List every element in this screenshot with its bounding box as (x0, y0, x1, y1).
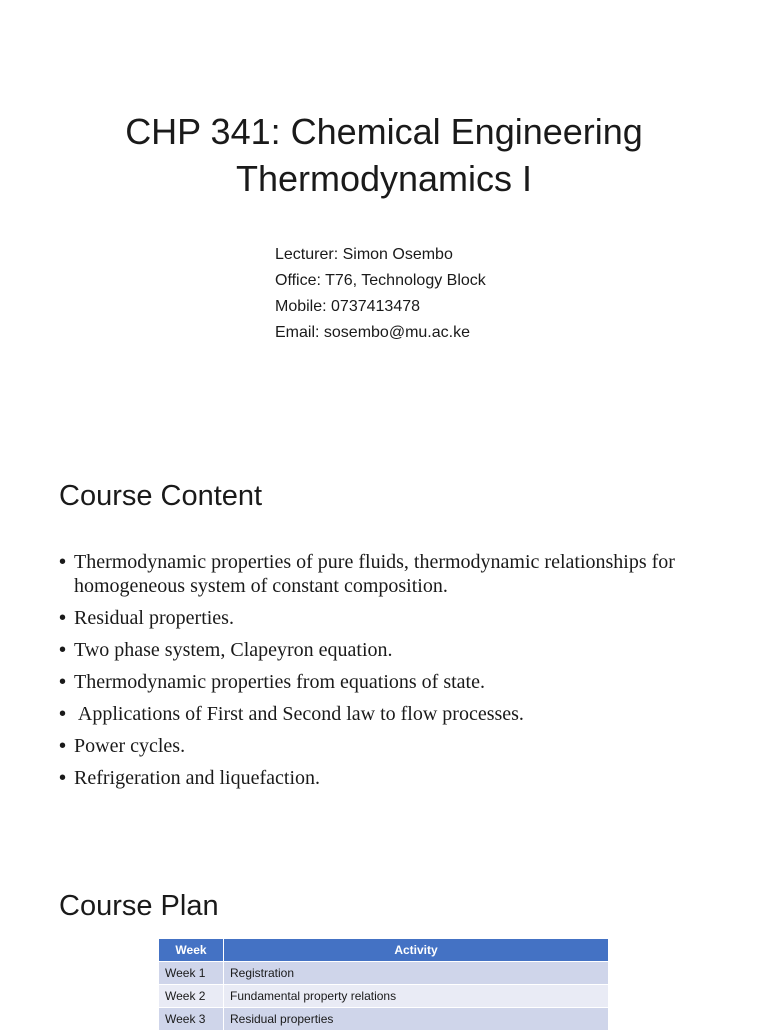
bullet-icon: • (59, 606, 66, 630)
course-title (0, 108, 768, 202)
list-item (59, 702, 739, 726)
email-address: Email: sosembo@mu.ac.ke (275, 320, 486, 346)
list-item (59, 766, 739, 790)
office-location: Office: T76, Technology Block (275, 268, 486, 294)
table-header-row (159, 939, 609, 962)
list-item-text: Thermodynamic properties of pure fluids, thermodynamic relationships for homogeneous system of constant composition. (74, 551, 675, 597)
list-item-text: Power cycles. (74, 735, 185, 757)
course-title-line-1: CHP 341: Chemical Engineering (0, 108, 768, 155)
course-content-slide (0, 440, 768, 860)
list-item-text: Refrigeration and liquefaction. (74, 767, 320, 789)
title-slide (0, 0, 768, 440)
activity-cell: Residual properties (224, 1008, 609, 1030)
course-plan-heading: Course Plan (59, 888, 219, 924)
week-cell: Week 2 (159, 985, 224, 1008)
course-plan-slide (0, 860, 768, 1024)
list-item (59, 638, 739, 662)
course-plan-table (159, 939, 609, 1030)
list-item-text: Residual properties. (74, 607, 234, 629)
list-item (59, 606, 739, 630)
table-row (159, 985, 609, 1008)
list-item-text: Thermodynamic properties from equations of state. (74, 671, 485, 693)
table-row (159, 962, 609, 985)
bullet-icon: • (59, 638, 66, 662)
list-item-text: Applications of First and Second law to flow processes. (74, 703, 524, 725)
list-item (59, 734, 739, 758)
activity-column-header: Activity (224, 939, 609, 962)
bullet-icon: • (59, 734, 66, 758)
list-item-text: Two phase system, Clapeyron equation. (74, 639, 393, 661)
bullet-icon: • (59, 702, 66, 726)
course-content-list (59, 550, 739, 798)
mobile-number: Mobile: 0737413478 (275, 294, 486, 320)
week-cell: Week 3 (159, 1008, 224, 1030)
bullet-icon: • (59, 670, 66, 694)
bullet-icon: • (59, 550, 66, 574)
bullet-icon: • (59, 766, 66, 790)
activity-cell: Registration (224, 962, 609, 985)
lecturer-info (275, 242, 486, 346)
lecturer-name: Lecturer: Simon Osembo (275, 242, 486, 268)
list-item (59, 670, 739, 694)
course-content-heading: Course Content (59, 478, 262, 514)
table-row (159, 1008, 609, 1030)
list-item (59, 550, 739, 598)
activity-cell: Fundamental property relations (224, 985, 609, 1008)
course-title-line-2: Thermodynamics I (0, 155, 768, 202)
week-column-header: Week (159, 939, 224, 962)
week-cell: Week 1 (159, 962, 224, 985)
